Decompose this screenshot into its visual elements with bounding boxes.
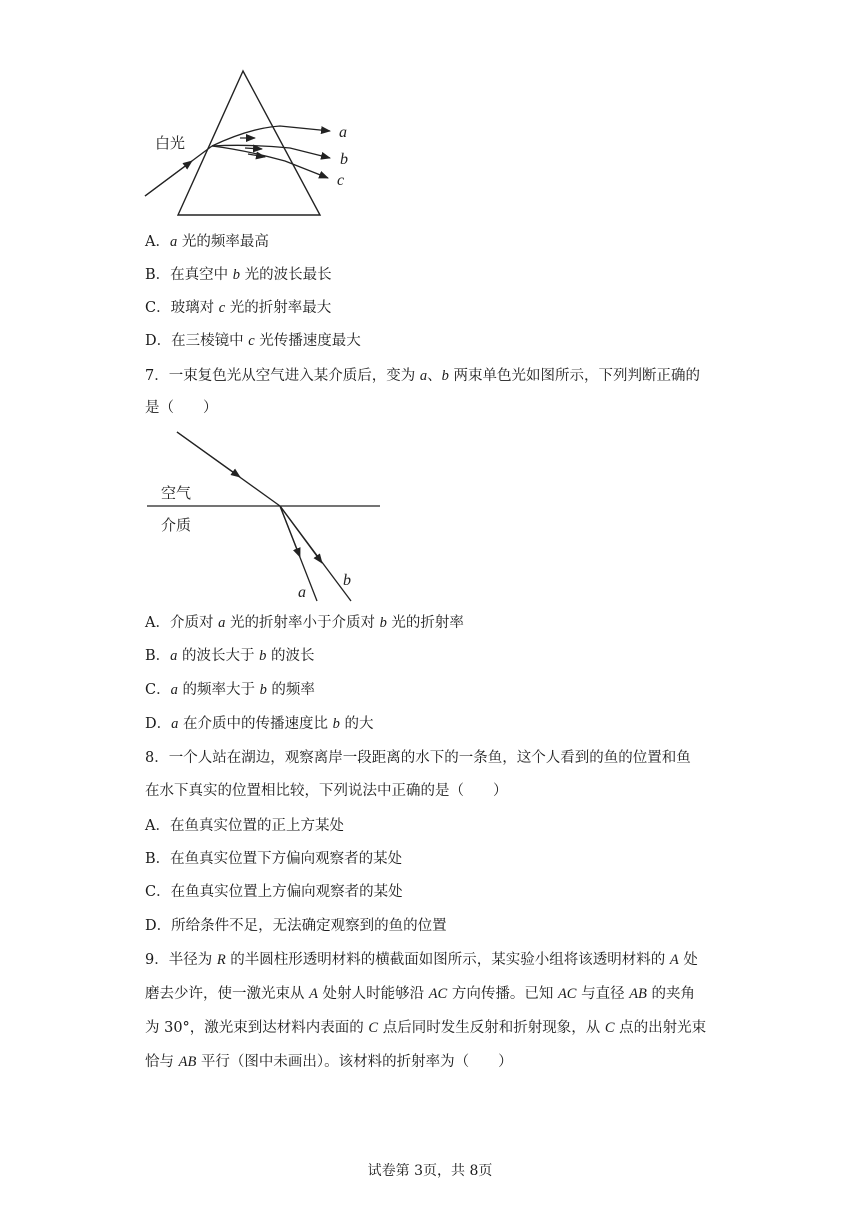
- q7-option-b: B．a 的波长大于 b 的波长: [145, 648, 315, 664]
- prism-outline: [178, 71, 320, 215]
- ray-label-a: a: [298, 584, 306, 601]
- q8-option-a: A．在鱼真实位置的正上方某处: [145, 818, 344, 834]
- q9-stem-line3: 为 30°，激光束到达材料内表面的 C 点后同时发生反射和折射现象，从 C 点的出射光束: [145, 1020, 707, 1036]
- prism-figure: [140, 66, 370, 226]
- q6-option-d: D．在三棱镜中 c 光传播速度最大: [145, 333, 361, 349]
- q6-option-c: C．玻璃对 c 光的折射率最大: [145, 300, 332, 316]
- q8-option-c: C．在鱼真实位置上方偏向观察者的某处: [145, 884, 403, 900]
- ray-c: [212, 146, 328, 178]
- ray-a: [212, 126, 330, 146]
- q9-stem-line2: 磨去少许，使一激光束从 A 处射人时能够沿 AC 方向传播。已知 AC 与直径 AB 的夹角: [145, 986, 696, 1002]
- air-label: 空气: [161, 484, 192, 502]
- ray-label-b: b: [340, 151, 348, 168]
- ray-label-a: a: [339, 124, 347, 141]
- q9-stem-line4: 恰与 AB 平行（图中未画出）。该材料的折射率为（ ）: [145, 1054, 513, 1070]
- q7-option-a: A．介质对 a 光的折射率小于介质对 b 光的折射率: [145, 615, 464, 631]
- q9-stem-line1: 9．半径为 R 的半圆柱形透明材料的横截面如图所示，某实验小组将该透明材料的 A 处: [145, 952, 698, 968]
- ray-label-c: c: [337, 172, 345, 189]
- page-footer: 试卷第 3页，共 8页: [367, 1163, 493, 1179]
- q7-option-c: C．a 的频率大于 b 的频率: [145, 682, 315, 698]
- white-light-label: 白光: [155, 134, 186, 152]
- q7-option-d: D．a 在介质中的传播速度比 b 的大: [145, 716, 374, 732]
- ray-label-b: b: [343, 572, 351, 589]
- refraction-figure: [140, 425, 390, 605]
- q8-option-b: B．在鱼真实位置下方偏向观察者的某处: [145, 851, 403, 867]
- ray-b: [212, 145, 330, 158]
- q8-stem-line2: 在水下真实的位置相比较，下列说法中正确的是（ ）: [145, 783, 508, 799]
- q6-option-b: B．在真空中 b 光的波长最长: [145, 267, 332, 283]
- medium-label: 介质: [161, 516, 192, 534]
- q7-stem-line1: 7．一束复色光从空气进入某介质后，变为 a、b 两束单色光如图所示，下列判断正确的: [145, 368, 700, 384]
- q6-option-a: A．a 光的频率最高: [145, 234, 269, 250]
- q8-stem-line1: 8．一个人站在湖边，观察离岸一段距离的水下的一条鱼，这个人看到的鱼的位置和鱼: [145, 750, 691, 766]
- q8-option-d: D．所给条件不足，无法确定观察到的鱼的位置: [145, 918, 447, 934]
- q7-stem-line2: 是（ ）: [145, 400, 218, 416]
